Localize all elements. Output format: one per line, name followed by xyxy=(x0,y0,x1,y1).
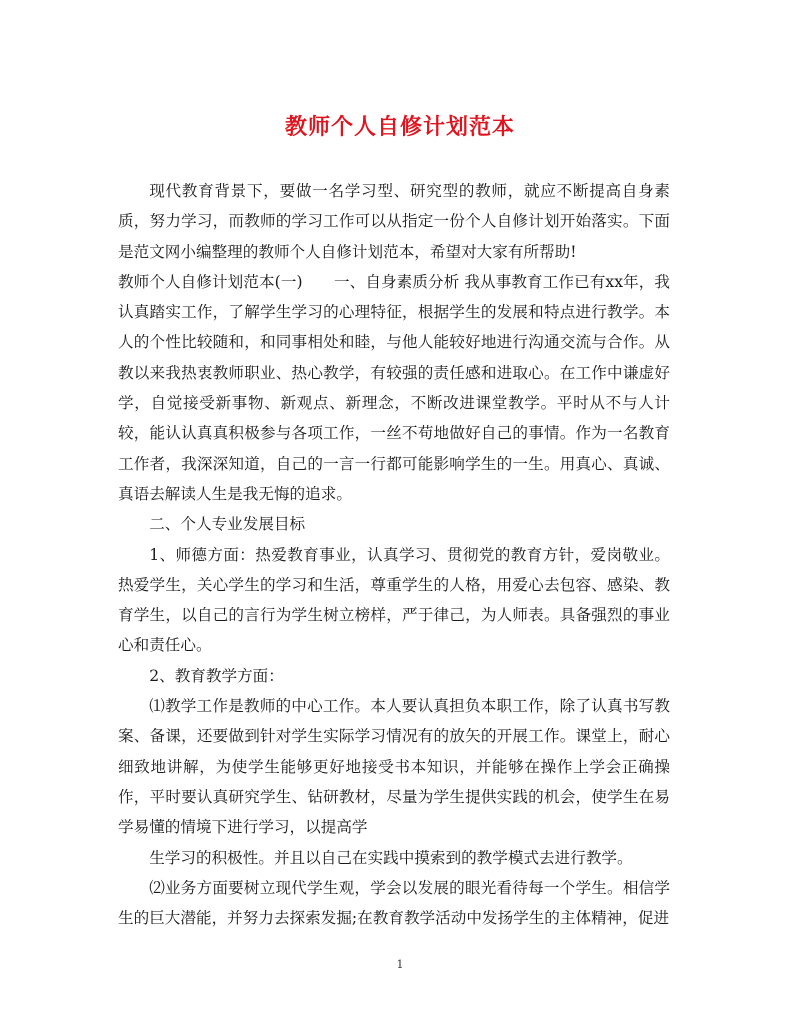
paragraph-ethics: 1、师德方面：热爱教育事业，认真学习、贯彻党的教育方针，爱岗敬业。热爱学生，关心学生的学习和生活，尊重学生的人格，用爱心去包容、感染、教育学生，以自己的言行为学生树立榜样，严于律己，为人师表。具备强烈的事业心和责任心。 xyxy=(118,545,670,655)
page-number: 1 xyxy=(396,958,404,971)
document-title: 教师个人自修计划范本 xyxy=(284,114,515,140)
heading-teaching: 2、教育教学方面： xyxy=(149,666,284,685)
paragraph-professional-view: ⑵业务方面要树立现代学生观，学会以发展的眼光看待每一个学生。相信学生的巨大潜能，并努力去探索发掘;在教育教学活动中发扬学生的主体精神，促进 xyxy=(118,878,670,928)
paragraph-self-analysis: 教师个人自修计划范本(一) 一、自身素质分析 我从事教育工作已有xx年，我认真踏实工作，了解学生学习的心理特征，根据学生的发展和特点进行教学。本人的个性比较随和，和同事相处和睦，与他人能较好地进行沟通交流与合作。从教以来我热衷教师职业、热心教学，有较强的责任感和进取心。在工作中谦虚好学，自觉接受新事物、新观点、新理念，不断改进课堂教学。平时从不与人计较，能认认真真积极参与各项工作，一丝不苟地做好自己的事情。作为一名教育工作者，我深深知道，自己的一言一行都可能影响学生的一生。用真心、真诚、真语去解读人生是我无悔的追求。 xyxy=(118,272,670,503)
paragraph-teaching-work: ⑴教学工作是教师的中心工作。本人要认真担负本职工作，除了认真书写教案、备课，还要做到针对学生实际学习情况有的放矢的开展工作。课堂上，耐心细致地讲解，为使学生能够更好地接受书本知识，并能够在操作上学会正确操作，平时要认真研究学生、钻研教材，尽量为学生提供实践的机会，使学生在易学易懂的情境下进行学习，以提高学 xyxy=(118,697,670,837)
paragraph-teaching-work-continued: 生学习的积极性。并且以自己在实践中摸索到的教学模式去进行教学。 xyxy=(149,848,633,867)
paragraph-intro: 现代教育背景下，要做一名学习型、研究型的教师，就应不断提高自身素质，努力学习，而教师的学习工作可以从指定一份个人自修计划开始落实。下面是范文网小编整理的教师个人自修计划范本，希望对大家有所帮助! xyxy=(118,182,670,261)
heading-professional-goals: 二、个人专业发展目标 xyxy=(149,515,306,534)
document-body xyxy=(118,176,670,933)
